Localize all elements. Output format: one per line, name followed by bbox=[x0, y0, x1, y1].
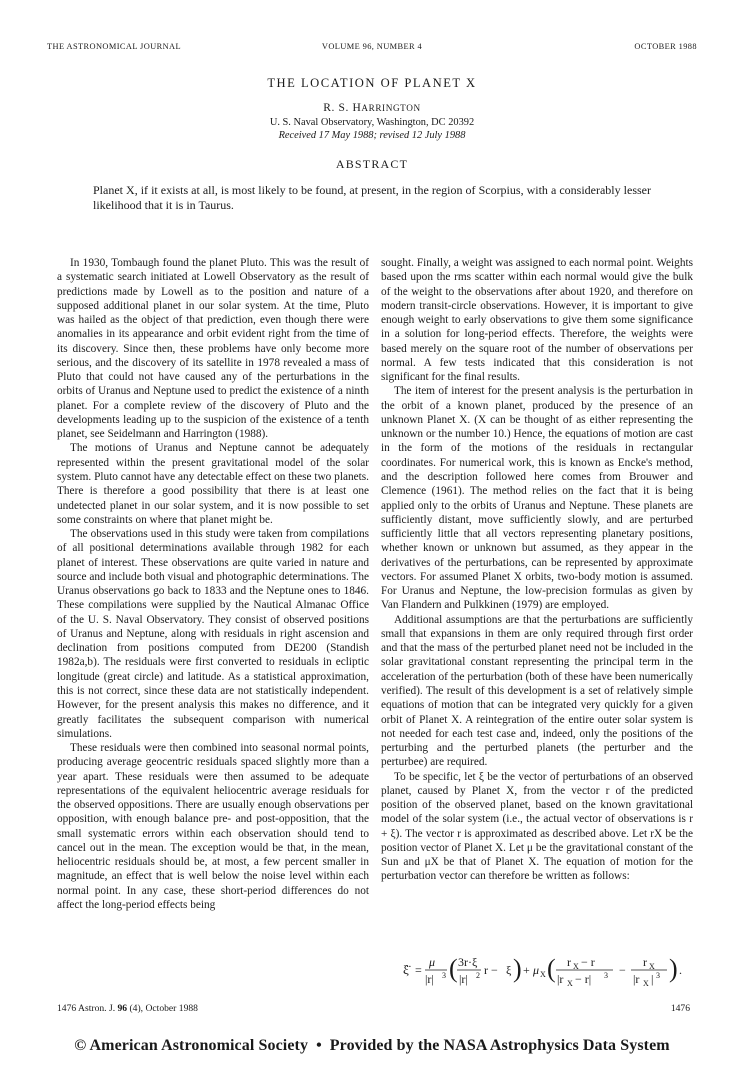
volume-bold: 96 bbox=[117, 1003, 128, 1014]
author-name bbox=[0, 102, 744, 114]
svg-text:|r: |r bbox=[557, 972, 564, 986]
paper-title: THE LOCATION OF PLANET X bbox=[267, 76, 477, 90]
svg-text:− r: − r bbox=[581, 955, 595, 969]
paragraph: In 1930, Tombaugh found the planet Pluto. This was the result of a systematic search initiated at Lowell Observatory as the result of predictions made by Lowell as to the position and nature of a supposed additional planet in our solar system. At the time, Pluto was hailed as the object of that prediction, even though there were anomalies in its appearance and orbit evident right from the time of its discovery. Since then, these problems have only become more serious, and the discovery of its satellite in 1978 revealed a mass of Pluto that could not have caused any of the perturbations in the orbits of Uranus and Neptune used to predict the existence of a ninth planet. For a complete review of the discovery of Pluto and the developments leading up to the suspicion of the existence of a tenth planet, see Seidelmann and Harrington (1988). bbox=[57, 257, 369, 441]
equation-of-motion bbox=[381, 950, 693, 990]
svg-text:r: r bbox=[567, 955, 571, 969]
paragraph: The motions of Uranus and Neptune cannot be adequately represented within the present gravitational model of the solar system. Pluto cannot have any detectable effect on these two planets. There is therefore a good possibility that there is at least one undetected planet in our solar system, and it is now possible to set some constraints on where that planet might be. bbox=[57, 442, 369, 526]
svg-text:|r|: |r| bbox=[425, 972, 434, 986]
svg-text:|r: |r bbox=[633, 972, 640, 986]
journal-name: THE ASTRONOMICAL JOURNAL bbox=[47, 42, 181, 51]
body-column-right bbox=[381, 256, 693, 884]
paragraph: These residuals were then combined into seasonal normal points, producing average geocentric residuals spaced slightly more than a year apart. These residuals were then assumed to be adequate representations of the equivalent heliocentric average residuals for the observed oppositions. There are usually enough observations per opposition, with enough balance pre- and post-opposition, that the small systematic errors within each observation should tend to cancel out in the mean. The exception would be that, in the mean, heliocentric residuals should be, at most, a few percent smaller in magnitude, an effect that is well below the noise level within each normal point. In any case, these short-period differences do not affect the long-period effects being bbox=[57, 742, 369, 911]
svg-text:3: 3 bbox=[442, 971, 446, 980]
svg-text:r −: r − bbox=[484, 963, 498, 977]
svg-text:X: X bbox=[643, 979, 649, 988]
svg-text:μ: μ bbox=[533, 963, 540, 977]
paragraph: The item of interest for the present analysis is the perturbation in the orbit of a known planet, produced by the presence of an unknown Planet X. (X can be thought of as either representing the unknown or the number 10.) Hence, the equations of motion are cast in the form of the motions of the residuals in rectangular coordinates. For numerical work, this is known as Encke's method, and the description followed here comes from Brouwer and Clemence (1961). The method relies on the fact that it is being applied only to the orbits of Uranus and Neptune. These planets are sufficiently distant, move sufficiently slowly, and are perturbed sufficiently little that all vectors representing planetary positions, whether known or unknown but assumed, as they appear in the derivatives of the perturbations, can be represented by approximate vectors. For assumed Planet X orbits, two-body motion is assumed. For Uranus and Neptune, the low-precision formulas as given by Van Flandern and Pulkkinen (1979) are employed. bbox=[381, 385, 693, 612]
svg-text:3: 3 bbox=[604, 971, 608, 980]
copyright-society: © American Astronomical Society bbox=[74, 1037, 309, 1054]
svg-text:ξ̈: ξ̈ bbox=[403, 962, 409, 977]
page-number: 1476 bbox=[670, 1003, 690, 1014]
affiliation: U. S. Naval Observatory, Washington, DC 20392 bbox=[269, 117, 475, 128]
svg-text:3: 3 bbox=[656, 971, 660, 980]
received-dates: Received 17 May 1988; revised 12 July 1988 bbox=[278, 130, 466, 141]
svg-text:− r|: − r| bbox=[575, 972, 592, 986]
svg-text:X: X bbox=[567, 979, 573, 988]
svg-text:μ: μ bbox=[429, 955, 436, 969]
svg-text:(: ( bbox=[449, 954, 458, 983]
page-footer-citation: 1476 Astron. J. 96 (4), October 1988 bbox=[57, 1003, 198, 1014]
svg-text:2: 2 bbox=[476, 971, 480, 980]
svg-text:3r·ξ: 3r·ξ bbox=[458, 955, 478, 969]
svg-text:): ) bbox=[513, 954, 522, 983]
svg-text:|: | bbox=[651, 972, 654, 986]
svg-text:X: X bbox=[573, 962, 579, 971]
svg-text:(: ( bbox=[547, 954, 556, 983]
svg-text:−: − bbox=[619, 963, 626, 977]
svg-text:=: = bbox=[415, 963, 422, 977]
bullet-separator: • bbox=[316, 1037, 322, 1054]
svg-text:.: . bbox=[679, 963, 682, 977]
svg-text:+: + bbox=[523, 963, 530, 977]
copyright-provider: Provided by the NASA Astrophysics Data System bbox=[329, 1037, 670, 1054]
copyright-banner bbox=[0, 1037, 744, 1055]
svg-text:): ) bbox=[669, 954, 678, 983]
volume-number: VOLUME 96, NUMBER 4 bbox=[321, 42, 423, 51]
issue-date: OCTOBER 1988 bbox=[634, 42, 697, 51]
svg-text:r: r bbox=[643, 955, 647, 969]
svg-text:X: X bbox=[540, 970, 546, 979]
paragraph: To be specific, let ξ be the vector of perturbations of an observed planet, caused by Planet X, from the vector r of the predicted position of the observed planet, based on the known gravitational model of the solar system (i.e., the actual vector of observations is r + ξ). The vector r is approximated as described above. Let rX be the position vector of Planet X. Let μ be the gravitational constant of the Sun and μX be that of Planet X. The equation of motion for the perturbation vector can therefore be written as follows: bbox=[381, 770, 693, 883]
svg-text:ξ: ξ bbox=[506, 963, 512, 977]
paragraph: The observations used in this study were taken from compilations of all positional determinations available through 1982 for each planet of interest. These observations are quite varied in nature and source and include both visual and photographic determinations. The Uranus observations go back to 1833 and the Neptune ones to 1846. These compilations were supplied by the Nautical Almanac Office of the U. S. Naval Observatory. They consist of observed positions of Uranus and Neptune, along with residuals in right ascension and declination from positions computed from DE200 (Standish 1982a,b). The residuals were first converted to residuals in ecliptic longitude (great circle) and latitude. As a statistical approximation, this is not correct, since these data are not statistically independent. However, for the present analysis this makes no difference, and it greatly facilitates the subsequent comparison with numerical simulations. bbox=[57, 528, 369, 740]
abstract-heading: ABSTRACT bbox=[335, 157, 409, 171]
body-column-left bbox=[57, 256, 369, 912]
author-initials: R. S. H bbox=[323, 102, 362, 114]
svg-text:X: X bbox=[649, 962, 655, 971]
author-surname: ARRINGTON bbox=[361, 103, 421, 113]
abstract-text: Planet X, if it exists at all, is most likely to be found, at present, in the region of Scorpius, with a considerably lesser likelihood that it is in Taurus. bbox=[93, 183, 651, 212]
paragraph: sought. Finally, a weight was assigned to each normal point. Weights based upon the rms scatter within each normal would give the bulk of the weight to the observations after about 1920, and therefore on modern transit-circle observations. However, it is important to give enough weight to early observations to give them some significance in a solution for long-period effects. Therefore, the weights were based merely on the square root of the number of observations per normal. A few tests indicated that this consideration is not significant for the final results. bbox=[381, 257, 693, 384]
paragraph: Additional assumptions are that the perturbations are sufficiently small that expansions in them are only required through first order and that the mass of the perturbed planet need not be included in the solar gravitational constant representing the principal term in the acceleration of the perturbation (both of these have been numerically verified). The result of this development is a set of relatively simple equations of motion that can be integrated very quickly for a given orbit of Planet X. A reintegration of the entire outer solar system is not needed for each test case and, indeed, only the positions of the perturbing and the perturbed planets (the perturber and the perturbee) are required. bbox=[381, 613, 693, 769]
svg-text:|r|: |r| bbox=[459, 972, 468, 986]
